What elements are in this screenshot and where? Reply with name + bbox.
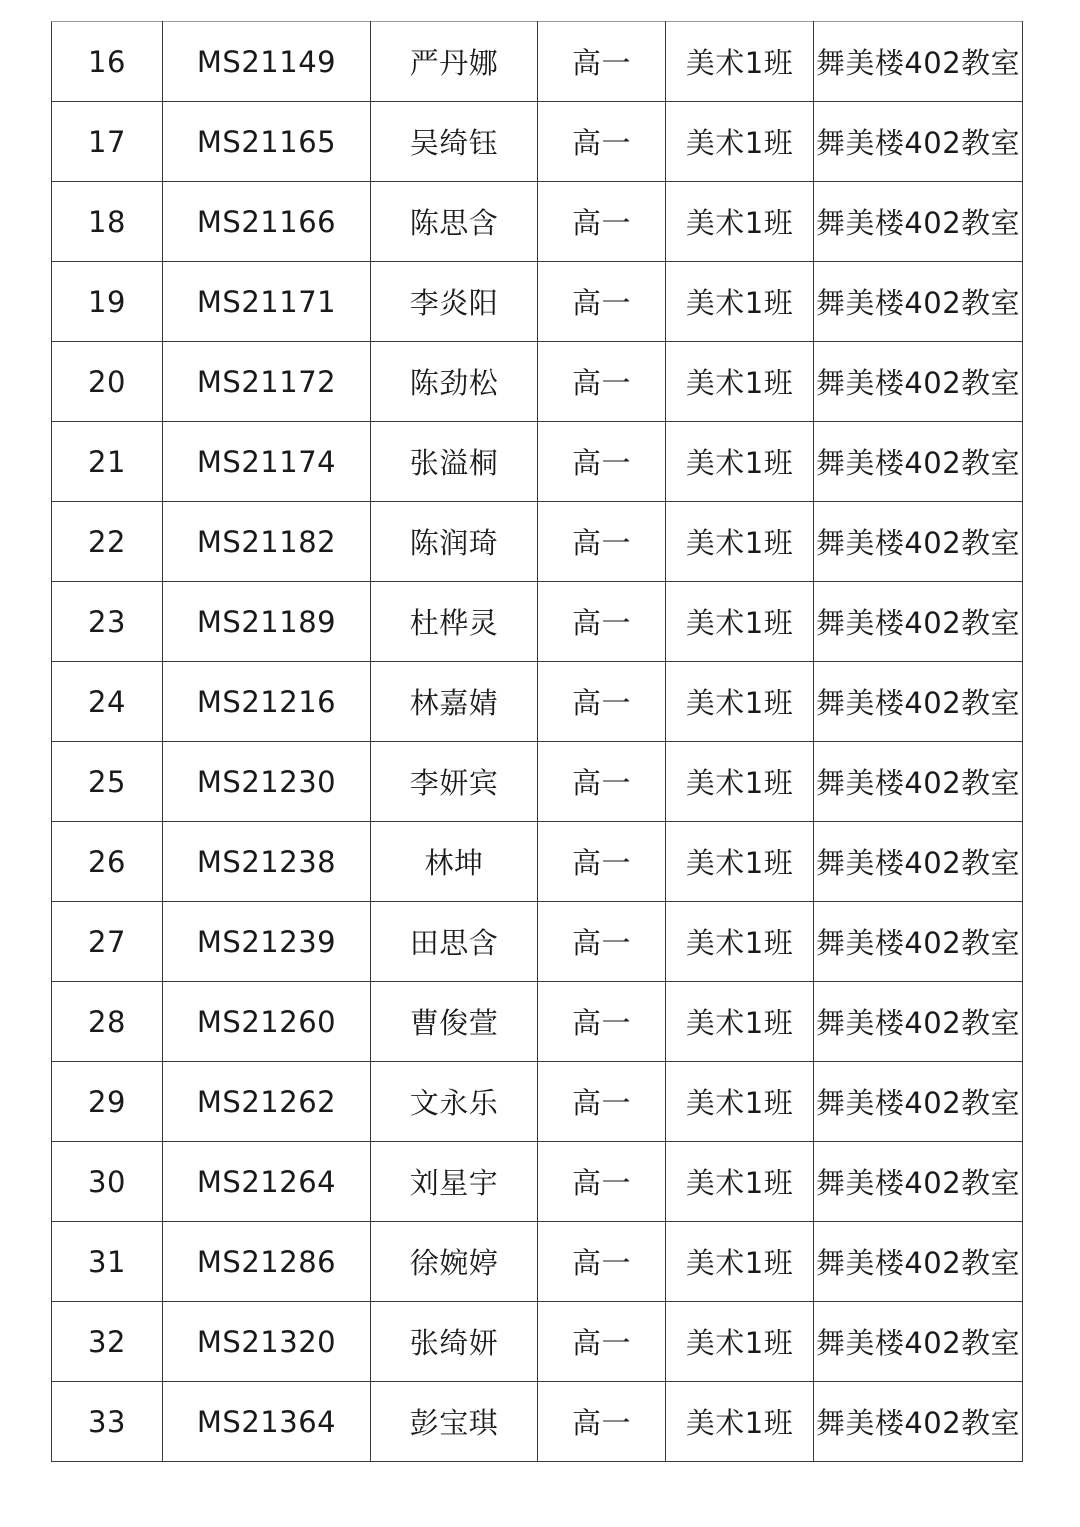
grade-cell: 高一 bbox=[538, 742, 666, 822]
row-number-cell: 27 bbox=[52, 902, 163, 982]
room-cell: 舞美楼402教室 bbox=[814, 582, 1023, 662]
student-name-cell: 陈劲松 bbox=[371, 342, 538, 422]
table-row bbox=[52, 1302, 1023, 1382]
student-name-cell: 张绮妍 bbox=[371, 1302, 538, 1382]
grade-cell: 高一 bbox=[538, 502, 666, 582]
row-number-cell: 30 bbox=[52, 1142, 163, 1222]
student-id-cell: MS21189 bbox=[163, 582, 371, 662]
room-cell: 舞美楼402教室 bbox=[814, 1302, 1023, 1382]
row-number-cell: 31 bbox=[52, 1222, 163, 1302]
student-id-cell: MS21230 bbox=[163, 742, 371, 822]
student-id-cell: MS21166 bbox=[163, 182, 371, 262]
row-number-cell: 25 bbox=[52, 742, 163, 822]
room-cell: 舞美楼402教室 bbox=[814, 982, 1023, 1062]
table-row bbox=[52, 742, 1023, 822]
student-name-cell: 杜桦灵 bbox=[371, 582, 538, 662]
row-number-cell: 22 bbox=[52, 502, 163, 582]
table-row bbox=[52, 182, 1023, 262]
class-cell: 美术1班 bbox=[666, 822, 814, 902]
student-id-cell: MS21262 bbox=[163, 1062, 371, 1142]
row-number-cell: 21 bbox=[52, 422, 163, 502]
row-number-cell: 28 bbox=[52, 982, 163, 1062]
student-name-cell: 吴绮钰 bbox=[371, 102, 538, 182]
table-row bbox=[52, 422, 1023, 502]
grade-cell: 高一 bbox=[538, 1382, 666, 1462]
room-cell: 舞美楼402教室 bbox=[814, 1062, 1023, 1142]
student-name-cell: 张溢桐 bbox=[371, 422, 538, 502]
class-cell: 美术1班 bbox=[666, 582, 814, 662]
grade-cell: 高一 bbox=[538, 102, 666, 182]
class-cell: 美术1班 bbox=[666, 262, 814, 342]
table-row bbox=[52, 902, 1023, 982]
room-cell: 舞美楼402教室 bbox=[814, 262, 1023, 342]
grade-cell: 高一 bbox=[538, 902, 666, 982]
grade-cell: 高一 bbox=[538, 262, 666, 342]
class-cell: 美术1班 bbox=[666, 422, 814, 502]
grade-cell: 高一 bbox=[538, 22, 666, 102]
class-cell: 美术1班 bbox=[666, 102, 814, 182]
row-number-cell: 29 bbox=[52, 1062, 163, 1142]
room-cell: 舞美楼402教室 bbox=[814, 1222, 1023, 1302]
student-name-cell: 曹俊萱 bbox=[371, 982, 538, 1062]
row-number-cell: 19 bbox=[52, 262, 163, 342]
student-name-cell: 徐婉婷 bbox=[371, 1222, 538, 1302]
grade-cell: 高一 bbox=[538, 342, 666, 422]
row-number-cell: 20 bbox=[52, 342, 163, 422]
room-cell: 舞美楼402教室 bbox=[814, 1142, 1023, 1222]
student-id-cell: MS21364 bbox=[163, 1382, 371, 1462]
class-cell: 美术1班 bbox=[666, 1222, 814, 1302]
class-cell: 美术1班 bbox=[666, 342, 814, 422]
student-id-cell: MS21216 bbox=[163, 662, 371, 742]
student-name-cell: 彭宝琪 bbox=[371, 1382, 538, 1462]
class-cell: 美术1班 bbox=[666, 22, 814, 102]
table-row bbox=[52, 582, 1023, 662]
grade-cell: 高一 bbox=[538, 1062, 666, 1142]
room-cell: 舞美楼402教室 bbox=[814, 422, 1023, 502]
grade-cell: 高一 bbox=[538, 422, 666, 502]
row-number-cell: 24 bbox=[52, 662, 163, 742]
row-number-cell: 17 bbox=[52, 102, 163, 182]
room-cell: 舞美楼402教室 bbox=[814, 742, 1023, 822]
class-cell: 美术1班 bbox=[666, 502, 814, 582]
room-cell: 舞美楼402教室 bbox=[814, 182, 1023, 262]
class-cell: 美术1班 bbox=[666, 742, 814, 822]
student-id-cell: MS21238 bbox=[163, 822, 371, 902]
grade-cell: 高一 bbox=[538, 1302, 666, 1382]
room-cell: 舞美楼402教室 bbox=[814, 1382, 1023, 1462]
student-id-cell: MS21171 bbox=[163, 262, 371, 342]
room-cell: 舞美楼402教室 bbox=[814, 662, 1023, 742]
student-name-cell: 刘星宇 bbox=[371, 1142, 538, 1222]
student-id-cell: MS21182 bbox=[163, 502, 371, 582]
row-number-cell: 26 bbox=[52, 822, 163, 902]
room-cell: 舞美楼402教室 bbox=[814, 902, 1023, 982]
student-id-cell: MS21165 bbox=[163, 102, 371, 182]
student-name-cell: 林坤 bbox=[371, 822, 538, 902]
room-cell: 舞美楼402教室 bbox=[814, 22, 1023, 102]
student-roster-table bbox=[51, 21, 1023, 1462]
class-cell: 美术1班 bbox=[666, 982, 814, 1062]
student-name-cell: 田思含 bbox=[371, 902, 538, 982]
table-row bbox=[52, 1382, 1023, 1462]
table-row bbox=[52, 822, 1023, 902]
table-row bbox=[52, 342, 1023, 422]
table-row bbox=[52, 982, 1023, 1062]
table-row bbox=[52, 102, 1023, 182]
student-name-cell: 文永乐 bbox=[371, 1062, 538, 1142]
class-cell: 美术1班 bbox=[666, 182, 814, 262]
grade-cell: 高一 bbox=[538, 822, 666, 902]
student-id-cell: MS21264 bbox=[163, 1142, 371, 1222]
grade-cell: 高一 bbox=[538, 182, 666, 262]
grade-cell: 高一 bbox=[538, 982, 666, 1062]
row-number-cell: 18 bbox=[52, 182, 163, 262]
class-cell: 美术1班 bbox=[666, 902, 814, 982]
student-id-cell: MS21172 bbox=[163, 342, 371, 422]
row-number-cell: 23 bbox=[52, 582, 163, 662]
table-row bbox=[52, 1222, 1023, 1302]
student-name-cell: 严丹娜 bbox=[371, 22, 538, 102]
table-row bbox=[52, 502, 1023, 582]
student-name-cell: 林嘉婧 bbox=[371, 662, 538, 742]
grade-cell: 高一 bbox=[538, 662, 666, 742]
student-id-cell: MS21320 bbox=[163, 1302, 371, 1382]
student-id-cell: MS21174 bbox=[163, 422, 371, 502]
room-cell: 舞美楼402教室 bbox=[814, 342, 1023, 422]
table-row bbox=[52, 1142, 1023, 1222]
student-name-cell: 李妍宾 bbox=[371, 742, 538, 822]
class-cell: 美术1班 bbox=[666, 1302, 814, 1382]
student-id-cell: MS21260 bbox=[163, 982, 371, 1062]
student-name-cell: 李炎阳 bbox=[371, 262, 538, 342]
room-cell: 舞美楼402教室 bbox=[814, 102, 1023, 182]
room-cell: 舞美楼402教室 bbox=[814, 822, 1023, 902]
table-row bbox=[52, 1062, 1023, 1142]
class-cell: 美术1班 bbox=[666, 1142, 814, 1222]
grade-cell: 高一 bbox=[538, 1142, 666, 1222]
room-cell: 舞美楼402教室 bbox=[814, 502, 1023, 582]
student-id-cell: MS21239 bbox=[163, 902, 371, 982]
table-row bbox=[52, 262, 1023, 342]
class-cell: 美术1班 bbox=[666, 1062, 814, 1142]
table-row bbox=[52, 662, 1023, 742]
grade-cell: 高一 bbox=[538, 1222, 666, 1302]
student-name-cell: 陈思含 bbox=[371, 182, 538, 262]
row-number-cell: 33 bbox=[52, 1382, 163, 1462]
student-name-cell: 陈润琦 bbox=[371, 502, 538, 582]
row-number-cell: 32 bbox=[52, 1302, 163, 1382]
grade-cell: 高一 bbox=[538, 582, 666, 662]
class-cell: 美术1班 bbox=[666, 662, 814, 742]
class-cell: 美术1班 bbox=[666, 1382, 814, 1462]
roster-table-body bbox=[52, 22, 1023, 1462]
table-row bbox=[52, 22, 1023, 102]
row-number-cell: 16 bbox=[52, 22, 163, 102]
student-id-cell: MS21286 bbox=[163, 1222, 371, 1302]
student-id-cell: MS21149 bbox=[163, 22, 371, 102]
